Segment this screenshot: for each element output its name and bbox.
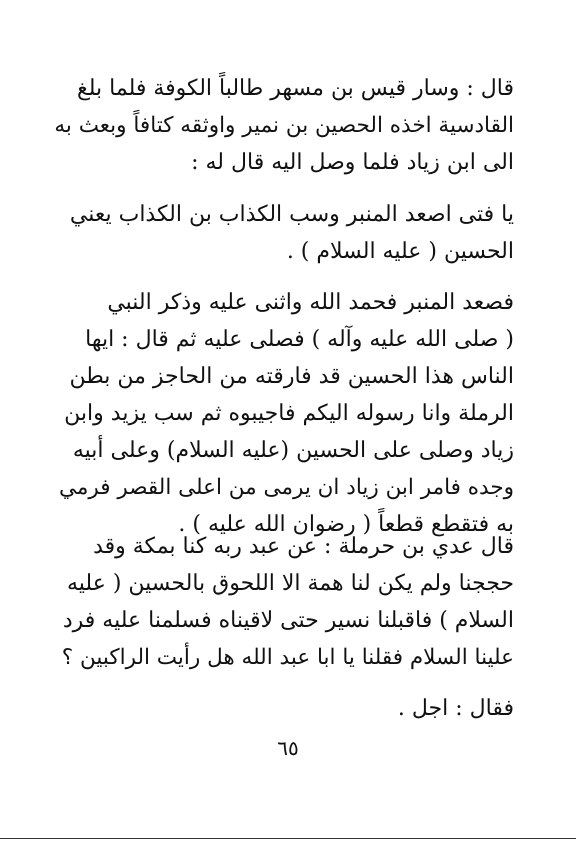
- text-line: ( صلى الله عليه وآله ) فصلى عليه ثم قال : ايها: [85, 327, 514, 352]
- text-line: قال عدي بن حرملة : عن عبد ربه كنا بمكة وقد: [93, 534, 514, 559]
- bottom-rule: [0, 838, 576, 839]
- page-number: ٦٥: [277, 736, 299, 760]
- text-line: فقال : اجل .: [397, 696, 514, 721]
- text-line: زياد وصلى على الحسين (عليه السلام) وعلى أبيه: [72, 438, 514, 463]
- text-line: يا فتى اصعد المنبر وسب الكذاب بن الكذاب يعني: [69, 202, 514, 227]
- paragraph-minbar-speech: [54, 284, 514, 543]
- text-line: علينا السلام فقلنا يا ابا عبد الله هل رأيت الراكبين ؟: [61, 645, 514, 670]
- text-line: به فتقطع قطعاً ( رضوان الله عليه ) .: [178, 512, 514, 537]
- text-line: الرملة وانا رسوله اليكم فاجيبوه ثم سب يزيد وابن: [64, 401, 514, 426]
- paragraph-adi-ibn-harmala: [54, 528, 514, 676]
- text-line: حججنا ولم يكن لنا همة الا اللحوق بالحسين ( عليه: [67, 571, 514, 596]
- paragraph-reply: [54, 690, 514, 727]
- text-line: الناس هذا الحسين قد فارقته من الحاجز من بطن: [69, 364, 514, 389]
- text-line: الحسين ( عليه السلام ) .: [286, 239, 514, 264]
- paragraph-qays-ibn-mushir: [54, 70, 514, 181]
- text-line: فصعد المنبر فحمد الله واثنى عليه وذكر النبي: [107, 290, 514, 315]
- text-line: القادسية اخذه الحصين بن نمير واوثقه كتافاً وبعث به: [54, 113, 514, 138]
- text-line: قال : وسار قيس بن مسهر طالباً الكوفة فلما بلغ: [77, 76, 514, 101]
- text-line: وجده فامر ابن زياد ان يرمى من اعلى القصر فرمي: [58, 475, 514, 500]
- paragraph-ibn-ziyad-command: [54, 196, 514, 270]
- text-line: الى ابن زياد فلما وصل اليه قال له :: [191, 150, 514, 175]
- text-line: السلام ) فاقبلنا نسير حتى لاقيناه فسلمنا عليه فرد: [62, 608, 514, 633]
